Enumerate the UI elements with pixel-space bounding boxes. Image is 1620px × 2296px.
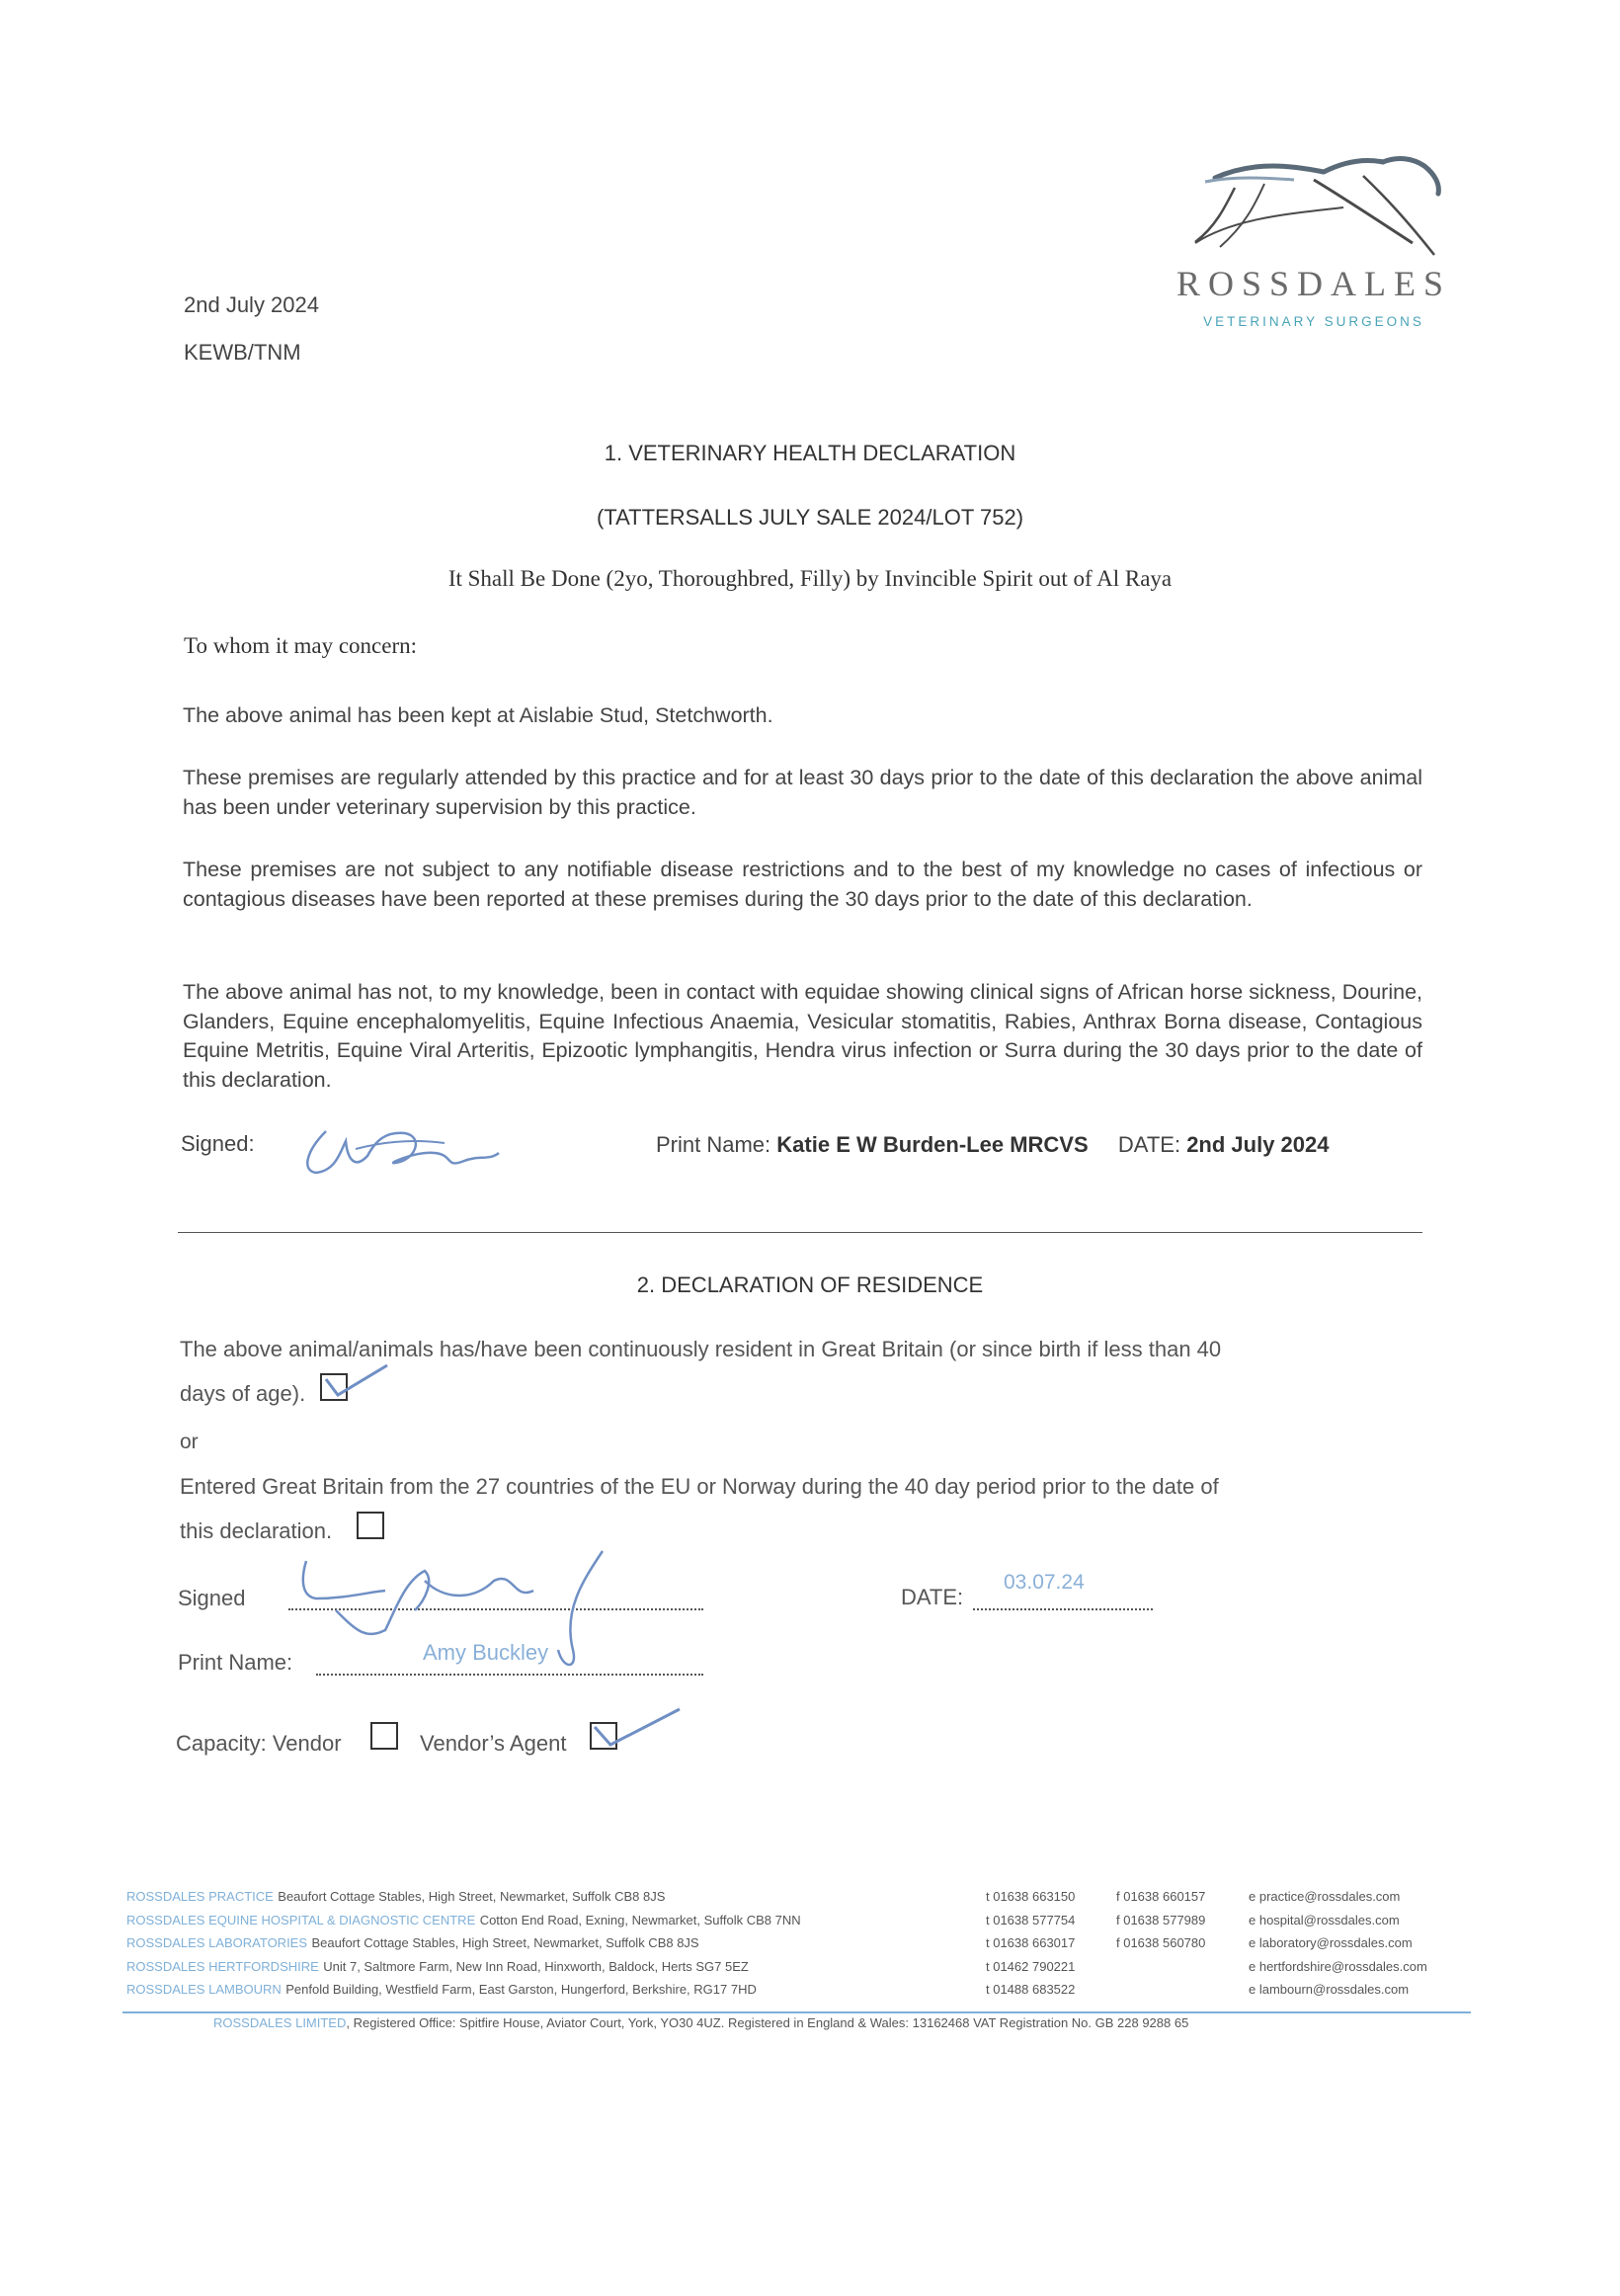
paragraph-supervision: These premises are regularly attended by this practice and for at least 30 days prior to the date of this declaration the above animal has been under veterinary supervision by this practice.	[183, 766, 1422, 819]
section-divider	[178, 1232, 1422, 1233]
footer-row	[126, 1955, 749, 1979]
section1-subtitle: (TATTERSALLS JULY SALE 2024/LOT 752)	[596, 505, 1024, 530]
footer-org: ROSSDALES HERTFORDSHIRE	[126, 1958, 319, 1974]
footer-registered	[213, 2011, 1188, 2035]
capacity-vendor-label: Capacity: Vendor	[176, 1731, 342, 1756]
animal-description: It Shall Be Done (2yo, Thoroughbred, Filly) by Invincible Spirit out of Al Raya	[447, 566, 1173, 591]
footer-email: e laboratory@rossdales.com	[1249, 1935, 1413, 1950]
registered-org: ROSSDALES LIMITED	[213, 2015, 347, 2030]
residence-option2-line2: this declaration.	[180, 1518, 333, 1543]
residence-option1-line2: days of age).	[180, 1381, 306, 1406]
logo-tagline: VETERINARY SURGEONS	[1203, 314, 1424, 329]
section2-title: 2. DECLARATION OF RESIDENCE	[636, 1272, 984, 1297]
footer-org: ROSSDALES EQUINE HOSPITAL & DIAGNOSTIC CENTRE	[126, 1912, 476, 1927]
footer-fax: f 01638 560780	[1116, 1935, 1206, 1950]
agent-print-name-value: Amy Buckley	[423, 1640, 549, 1665]
footer-org: ROSSDALES LAMBOURN	[126, 1982, 282, 1997]
checkmark-icon	[316, 1359, 395, 1409]
footer-address: Beaufort Cottage Stables, High Street, Newmarket, Suffolk CB8 8JS	[311, 1935, 699, 1950]
footer-tel: t 01488 683522	[986, 1982, 1076, 1997]
residence-option2-line1: Entered Great Britain from the 27 countries of the EU or Norway during the 40 day period prior to the date of	[180, 1474, 1219, 1499]
letter-date: 2nd July 2024	[184, 292, 319, 317]
vet-print-name	[656, 1132, 1330, 1158]
paragraph-premises: The above animal has been kept at Aislabie Stud, Stetchworth.	[183, 703, 773, 727]
residence-option1-line1: The above animal/animals has/have been continuously resident in Great Britain (or since birth if less than 40	[180, 1337, 1222, 1361]
checkmark-icon	[589, 1701, 688, 1761]
footer-org: ROSSDALES PRACTICE	[126, 1889, 274, 1904]
print-name-value: Katie E W Burden-Lee MRCVS	[776, 1132, 1089, 1157]
residence-option2-checkbox[interactable]	[357, 1512, 384, 1539]
agent-print-name-label: Print Name:	[178, 1650, 293, 1675]
footer-tel: t 01638 663017	[986, 1935, 1076, 1950]
agent-date-value: 03.07.24	[1004, 1571, 1085, 1594]
footer-email: e practice@rossdales.com	[1249, 1889, 1401, 1904]
rossdales-logo	[1175, 148, 1452, 346]
footer-address: Penfold Building, Westfield Farm, East Garston, Hungerford, Berkshire, RG17 7HD	[285, 1982, 757, 1997]
footer-address: Beaufort Cottage Stables, High Street, Newmarket, Suffolk CB8 8JS	[278, 1889, 666, 1904]
letter-reference: KEWB/TNM	[184, 340, 301, 365]
or-label: or	[180, 1431, 199, 1453]
agent-date-label: DATE:	[901, 1585, 964, 1609]
footer-tel: t 01638 663150	[986, 1889, 1076, 1904]
footer-tel: t 01462 790221	[986, 1958, 1076, 1974]
horse-logo-icon	[1175, 148, 1452, 267]
vendor-checkbox[interactable]	[370, 1722, 398, 1750]
salutation: To whom it may concern:	[184, 633, 417, 658]
print-name-label: Print Name:	[656, 1132, 771, 1157]
footer-tel: t 01638 577754	[986, 1912, 1076, 1927]
vet-date-label: DATE:	[1117, 1132, 1181, 1157]
registered-text: , Registered Office: Spitfire House, Aviator Court, York, YO30 4UZ. Registered in England & Wales: 13162468 VAT Registration No. GB 228 9288 65	[346, 2015, 1189, 2030]
vet-date-value: 2nd July 2024	[1186, 1132, 1330, 1157]
footer-fax: f 01638 577989	[1116, 1912, 1206, 1927]
footer-email: e hospital@rossdales.com	[1249, 1912, 1400, 1927]
footer-email: e lambourn@rossdales.com	[1249, 1982, 1410, 1997]
footer-fax: f 01638 660157	[1116, 1889, 1206, 1904]
footer-row	[126, 1885, 665, 1909]
paragraph-restrictions: These premises are not subject to any notifiable disease restrictions and to the best of my knowledge no cases of infectious or contagious diseases have been reported at these premises during the 30 days prior to the date of this declaration.	[183, 858, 1422, 911]
agent-signed-label: Signed	[178, 1586, 246, 1610]
footer-row	[126, 1931, 699, 1955]
footer-address: Unit 7, Saltmore Farm, New Inn Road, Hinxworth, Baldock, Herts SG7 5EZ	[323, 1958, 749, 1974]
footer-row	[126, 1909, 801, 1932]
footer-address: Cotton End Road, Exning, Newmarket, Suffolk CB8 7NN	[479, 1912, 801, 1927]
logo-name: ROSSDALES	[1175, 264, 1452, 303]
vendor-agent-label: Vendor’s Agent	[420, 1731, 567, 1756]
footer-row	[126, 1978, 757, 2002]
footer-email: e hertfordshire@rossdales.com	[1249, 1958, 1427, 1974]
footer-org: ROSSDALES LABORATORIES	[126, 1935, 308, 1950]
vet-signature	[296, 1111, 514, 1190]
paragraph-disease-contact: The above animal has not, to my knowledge, been in contact with equidae showing clinical signs of African horse sickness, Dourine, Glanders, Equine encephalomyelitis, Equine Infectious Anaemia, Vesicular stomatitis, Rabies, Anthrax Borna disease, Contagious Equine Metritis, Equine Viral Arteritis, Epizootic lymphangitis, Hendra virus infection or Surra during the 30 days prior to the date of this declaration.	[183, 980, 1422, 1092]
section1-title: 1. VETERINARY HEALTH DECLARATION	[604, 441, 1016, 465]
vet-signed-label: Signed:	[181, 1131, 255, 1156]
